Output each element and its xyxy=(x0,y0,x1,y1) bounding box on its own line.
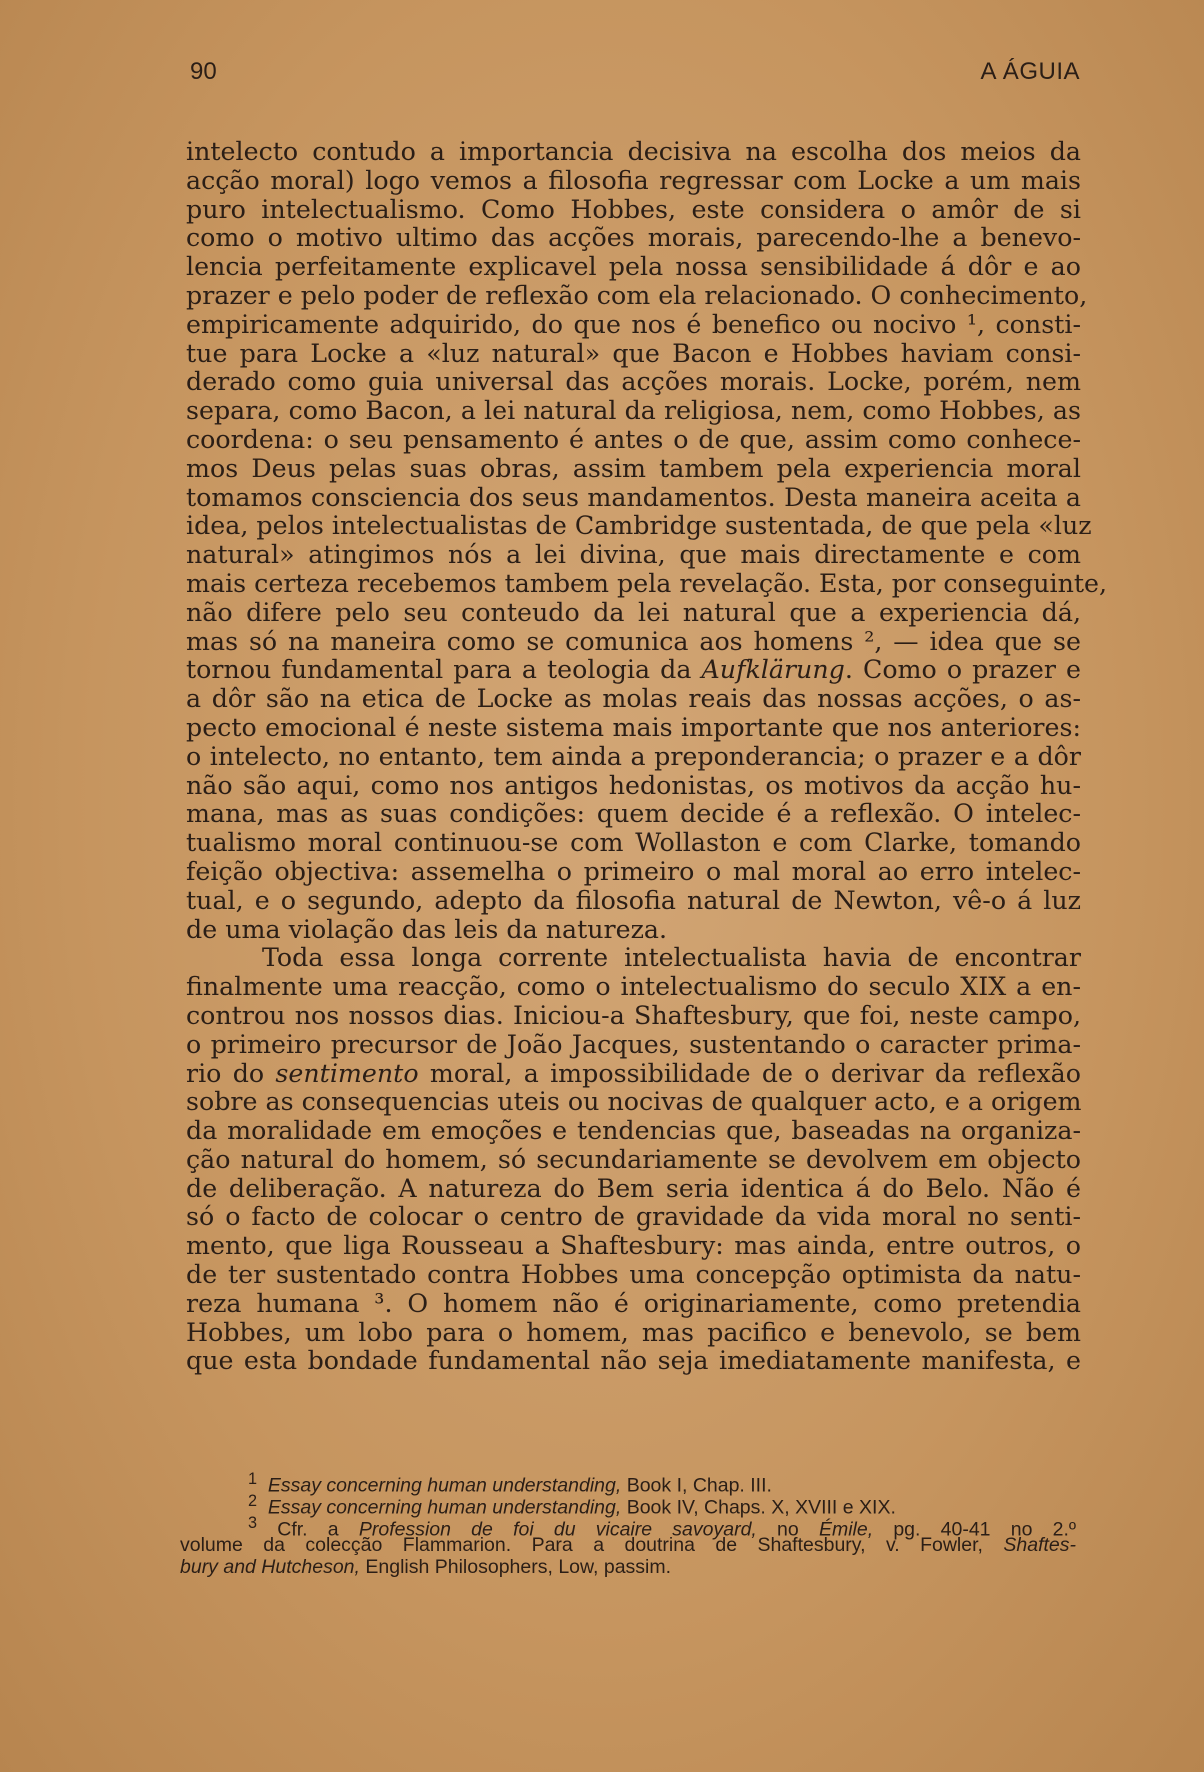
text-line: prazer e pelo poder de reflexão com ela relacionado. O conhecimento, xyxy=(186,280,1088,310)
text-line: que esta bondade fundamental não seja imediatamente manifesta, e xyxy=(186,1346,1081,1376)
text-line: feição objectiva: assemelha o primeiro o mal moral ao erro intelec- xyxy=(186,856,1081,886)
text-line: de ter sustentado contra Hobbes uma concepção optimista da natu- xyxy=(186,1260,1081,1290)
footnote-title: bury and Hutcheson, xyxy=(180,1556,360,1578)
text-segment: rio do xyxy=(186,1058,265,1088)
text-line: tualismo moral continuou-se com Wollaston e com Clarke, tomando xyxy=(186,828,1081,858)
footnote-mark: 1 xyxy=(248,1470,258,1488)
footnote-1 xyxy=(180,1468,1076,1497)
text-line: intelecto contudo a importancia decisiva na escolha dos meios da xyxy=(186,137,1081,166)
text-line xyxy=(186,656,1081,685)
text-line: tomamos consciencia dos seus mandamentos. Desta maneira aceita a xyxy=(186,482,1081,512)
text-line xyxy=(186,1060,1081,1089)
footnote-text: Book I, Chap. III. xyxy=(621,1474,772,1497)
text-line: separa, como Bacon, a lei natural da religiosa, nem, como Hobbes, as xyxy=(186,396,1081,426)
text-line: lencia perfeitamente explicavel pela nossa sensibilidade á dôr e ao xyxy=(186,252,1081,282)
footnote-mark: 2 xyxy=(248,1492,258,1510)
text-line: a dôr são na etica de Locke as molas reais das nossas acções, o as- xyxy=(186,684,1081,714)
text-line: idea, pelos intelectualistas de Cambridge sustentada, de que pela «luz xyxy=(186,511,1092,541)
text-line: coordena: o seu pensamento é antes o de que, assim como conhece- xyxy=(186,424,1081,454)
footnotes xyxy=(180,1468,1076,1578)
footnote-mark: 3 xyxy=(248,1514,258,1532)
footnote-text: English Philosophers, Low, passim. xyxy=(359,1556,672,1578)
text-line: o intelecto, no entanto, tem ainda a preponderancia; o prazer e a dôr xyxy=(186,741,1081,771)
body-text xyxy=(186,137,1108,1376)
footnote-title: Essay concerning human understanding, xyxy=(267,1474,622,1497)
text-line: puro intelectualismo. Como Hobbes, este considera o amôr de si xyxy=(186,194,1081,224)
text-segment: moral, a impossibilidade de o derivar da reflexão xyxy=(418,1058,1081,1088)
text-segment: . Como o prazer e xyxy=(844,655,1081,685)
text-line: Hobbes, um lobo para o homem, mas pacifico e benevolo, se bem xyxy=(186,1317,1081,1347)
footnote-text: no xyxy=(756,1518,819,1541)
text-line: como o motivo ultimo das acções morais, parecendo-lhe a benevo- xyxy=(186,223,1081,253)
italic-term: Aufklärung xyxy=(691,655,845,685)
footnote-title: Essay concerning human understanding, xyxy=(267,1496,622,1519)
text-line: de uma violação das leis da natureza. xyxy=(186,914,668,944)
text-line: não difere pelo seu conteudo da lei natural que a experiencia dá, xyxy=(186,597,1081,627)
footnote-title: Émile, xyxy=(818,1518,874,1541)
footnote-title: Shaftes- xyxy=(1003,1534,1076,1556)
text-line: de deliberação. A natureza do Bem seria identica á do Belo. Não é xyxy=(186,1173,1081,1203)
text-line: não são aqui, como nos antigos hedonistas, os motivos da acção hu- xyxy=(186,770,1081,800)
text-line: mos Deus pelas suas obras, assim tambem pela experiencia moral xyxy=(186,453,1081,483)
text-line: sobre as consequencias uteis ou nocivas de qualquer acto, e a origem xyxy=(186,1087,1082,1117)
page-number: 90 xyxy=(190,58,217,85)
text-line: mais certeza recebemos tambem pela revelação. Esta, por conseguinte, xyxy=(186,568,1108,598)
text-line: ção natural do homem, só secundariamente se devolvem em objecto xyxy=(186,1144,1081,1174)
text-line: acção moral) logo vemos a filosofia regressar com Locke a um mais xyxy=(186,165,1081,195)
text-line: finalmente uma reacção, como o intelectualismo do seculo XIX a en- xyxy=(186,972,1081,1002)
footnote-text: pg. 40-41 no 2.º xyxy=(873,1518,1077,1541)
footnote-title: Profession de foi du vicaire savoyard, xyxy=(358,1518,757,1541)
text-line: pecto emocional é neste sistema mais importante que nos anteriores: xyxy=(186,712,1081,742)
text-line: derado como guia universal das acções morais. Locke, porém, nem xyxy=(186,367,1081,397)
text-line: o primeiro precursor de João Jacques, sustentando o caracter prima- xyxy=(186,1029,1081,1059)
text-line: reza humana ³. O homem não é originariamente, como pretendia xyxy=(186,1288,1081,1318)
text-line: Toda essa longa corrente intelectualista havia de encontrar xyxy=(262,943,1081,973)
text-line: da moralidade em emoções e tendencias que, baseadas na organiza- xyxy=(186,1116,1081,1146)
footnote-text: volume da colecção Flammarion. Para a doutrina de Shaftesbury, v. Fowler, xyxy=(180,1534,1004,1556)
running-header xyxy=(190,58,1080,92)
text-line: mento, que liga Rousseau a Shaftesbury: mas ainda, entre outros, o xyxy=(186,1231,1081,1261)
text-line: tual, e o segundo, adepto da filosofia natural de Newton, vê-o á luz xyxy=(186,885,1081,915)
footnote-text: Book IV, Chaps. X, XVIII e XIX. xyxy=(621,1496,896,1519)
text-line: mas só na maneira como se comunica aos homens ², — idea que se xyxy=(186,626,1081,656)
footnote-3-cont xyxy=(180,1556,1076,1578)
text-line: tue para Locke a «luz natural» que Bacon e Hobbes haviam consi- xyxy=(186,338,1081,368)
text-line: controu nos nossos dias. Iniciou-a Shaftesbury, que foi, neste campo, xyxy=(186,1000,1081,1030)
text-line: empiricamente adquirido, do que nos é benefico ou nocivo ¹, consti- xyxy=(186,309,1081,339)
text-segment: tornou fundamental para a teologia da xyxy=(186,655,692,685)
text-line: só o facto de colocar o centro de gravidade da vida moral no senti- xyxy=(186,1202,1081,1232)
footnote-3-cont xyxy=(180,1534,1076,1556)
footnote-2 xyxy=(180,1490,1076,1519)
footnote-text: Cfr. a xyxy=(257,1518,359,1541)
text-line: natural» atingimos nós a lei divina, que mais directamente e com xyxy=(186,540,1081,570)
text-line: mana, mas as suas condições: quem decide é a reflexão. O intelec- xyxy=(186,799,1081,829)
running-title: A ÁGUIA xyxy=(980,58,1080,85)
italic-term: sentimento xyxy=(264,1058,419,1088)
footnote-3 xyxy=(180,1512,1077,1541)
